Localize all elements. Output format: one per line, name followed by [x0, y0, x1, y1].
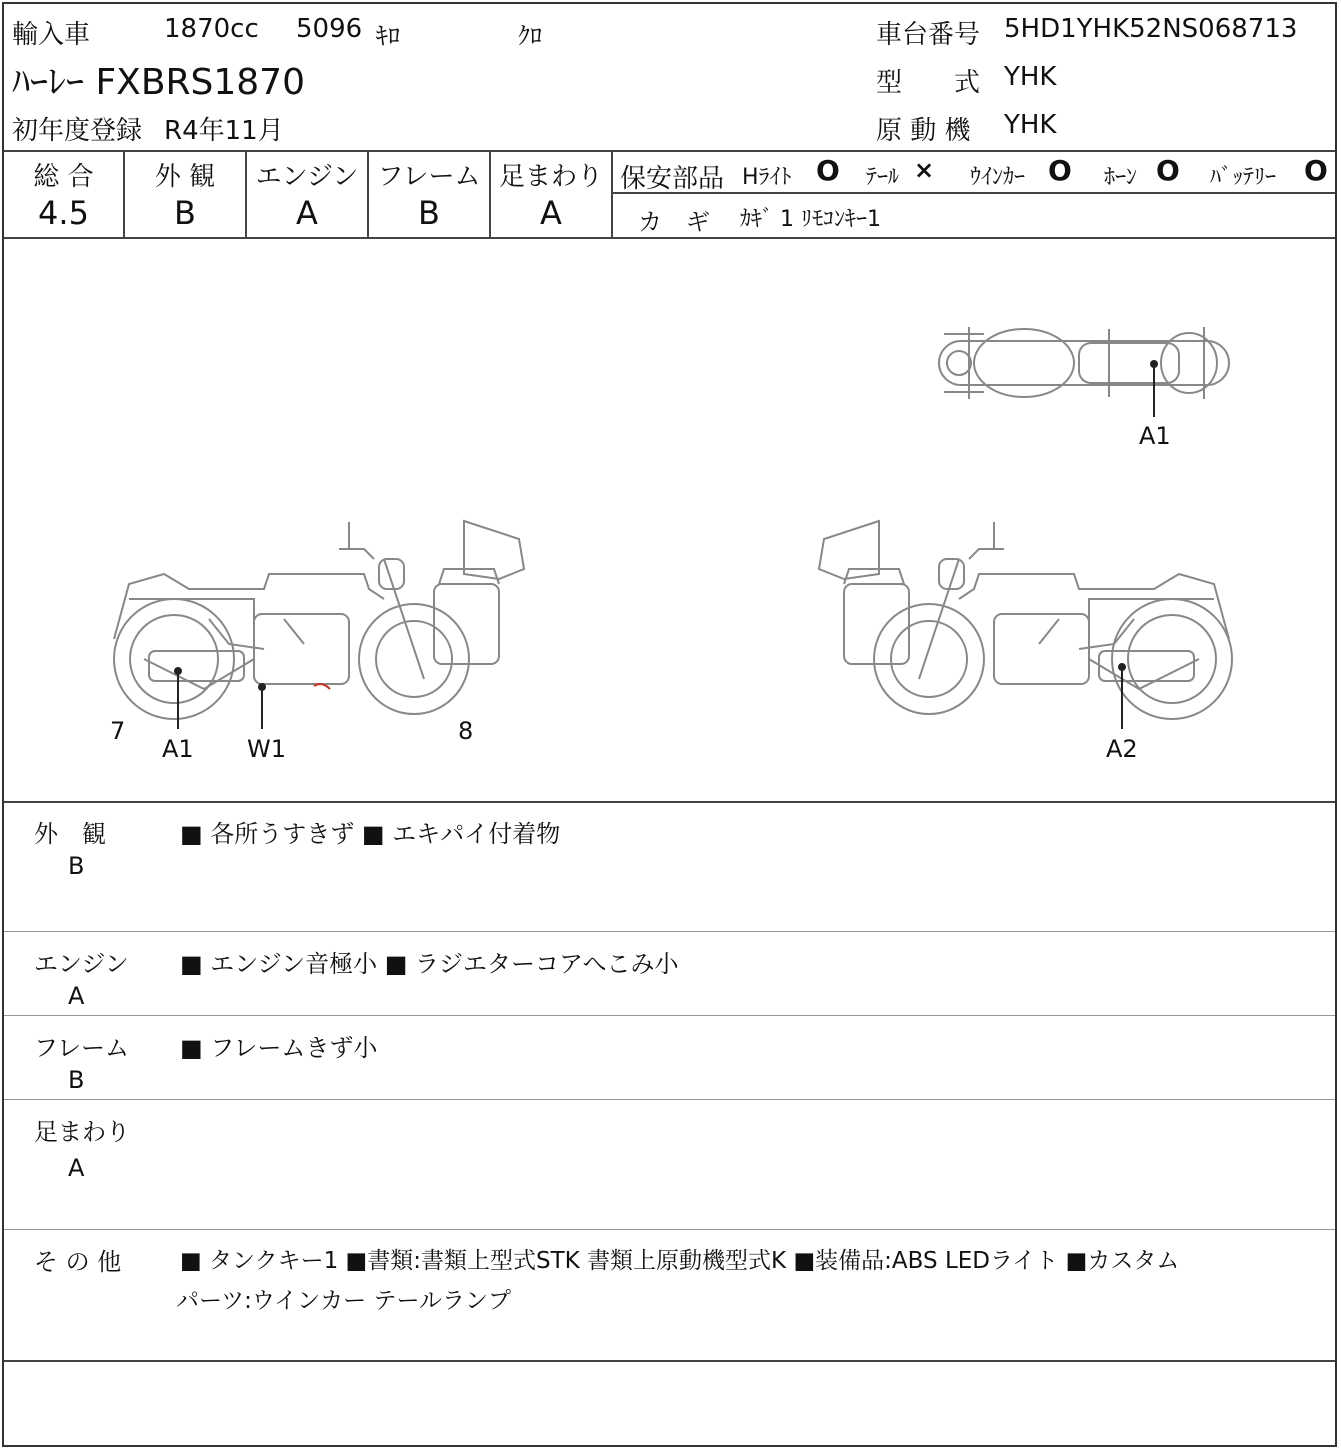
mark-top-a1: A1 [1139, 422, 1171, 450]
mark-left-8: 8 [458, 717, 474, 745]
grade-label-frame: フレーム [377, 162, 481, 192]
grade-value-suspension: A [540, 194, 562, 232]
divider [611, 150, 613, 239]
detail-text-exterior: ■ 各所うすきず ■ エキパイ付着物 [180, 820, 561, 848]
detail-grade-engine: A [68, 982, 85, 1010]
detail-grade-exterior: B [68, 852, 85, 880]
safety-label: 保安部品 [620, 164, 725, 194]
detail-section-frame: フレーム [34, 1034, 130, 1062]
grade-value-frame: B [418, 194, 440, 232]
safety-item-battery: ﾊﾞｯﾃﾘｰ [1210, 165, 1277, 190]
key-label: カ ギ [638, 208, 710, 236]
divider [4, 1015, 1335, 1016]
mark-left-a1: A1 [162, 735, 194, 763]
first-reg-label: 初年度登録 [12, 116, 143, 146]
inspection-sheet [2, 2, 1337, 1447]
safety-item-horn: ﾎｰﾝ [1104, 165, 1138, 190]
displacement: 1870cc [164, 14, 259, 44]
frame-no-value: 5HD1YHK52NS068713 [1004, 14, 1298, 44]
safety-status-winker: O [1048, 154, 1072, 187]
detail-grade-frame: B [68, 1066, 85, 1094]
frame-no-label: 車台番号 [876, 20, 981, 50]
grade-value-engine: A [296, 194, 318, 232]
divider [4, 931, 1335, 932]
mark-right-a2: A2 [1106, 735, 1138, 763]
engine-value: YHK [1004, 110, 1057, 140]
mark-left-7: 7 [110, 717, 126, 745]
model-name: ﾊｰﾚｰ FXBRS1870 [12, 62, 305, 103]
detail-text-frame: ■ フレームきず小 [180, 1034, 378, 1062]
safety-item-headlight: Hﾗｲﾄ [742, 165, 792, 190]
safety-item-tail: ﾃｰﾙ [866, 165, 900, 190]
motorcycle-top-view-icon [939, 327, 1229, 399]
detail-text-other-line2: パーツ:ウインカー テールランプ [176, 1288, 511, 1314]
detail-section-suspension: 足まわり [34, 1118, 130, 1146]
safety-status-tail: × [914, 156, 935, 184]
mark-left-w1: W1 [247, 735, 286, 763]
engine-label: 原 動 機 [876, 116, 971, 146]
grade-label-overall: 総 合 [33, 162, 94, 192]
detail-section-other: そ の 他 [34, 1248, 122, 1276]
divider [4, 801, 1335, 803]
safety-status-headlight: O [816, 154, 840, 187]
detail-text-other: ■ タンクキー1 ■書類:書類上型式STK 書類上原動機型式K ■装備品:ABS LEDライト ■カスタム [180, 1248, 1180, 1274]
grade-label-exterior: 外 観 [154, 162, 216, 192]
first-reg-value: R4年11月 [164, 116, 284, 146]
detail-grade-suspension: A [68, 1154, 85, 1182]
safety-item-winker: ｳｲﾝｶｰ [970, 165, 1026, 190]
detail-text-engine: ■ エンジン音極小 ■ ラジエターコアへこみ小 [180, 950, 679, 978]
grade-label-suspension: 足まわり [498, 162, 603, 192]
key-value: ｶｷﾞ 1 ﾘﾓｺﾝｷｰ1 [740, 207, 881, 232]
detail-section-exterior: 外 観 [34, 820, 106, 848]
divider [4, 1229, 1335, 1230]
type-value: YHK [1004, 62, 1057, 92]
mileage-unit: ｷﾛ [376, 22, 400, 50]
grade-value-overall: 4.5 [38, 194, 89, 232]
grade-value-exterior: B [174, 194, 196, 232]
divider [4, 1360, 1335, 1362]
import-label: 輸入車 [12, 20, 91, 50]
grade-label-engine: エンジン [255, 162, 359, 192]
safety-status-horn: O [1156, 154, 1180, 187]
detail-section-engine: エンジン [34, 950, 129, 978]
safety-status-battery: O [1304, 154, 1328, 187]
mileage: 5096 [296, 14, 363, 44]
type-label: 型 式 [876, 68, 981, 98]
divider [4, 1099, 1335, 1100]
damage-diagram [4, 239, 1335, 801]
color: ｸﾛ [518, 22, 542, 50]
motorcycle-left-view-icon [114, 521, 524, 719]
motorcycle-right-view-icon [819, 521, 1232, 719]
divider [4, 150, 1335, 152]
